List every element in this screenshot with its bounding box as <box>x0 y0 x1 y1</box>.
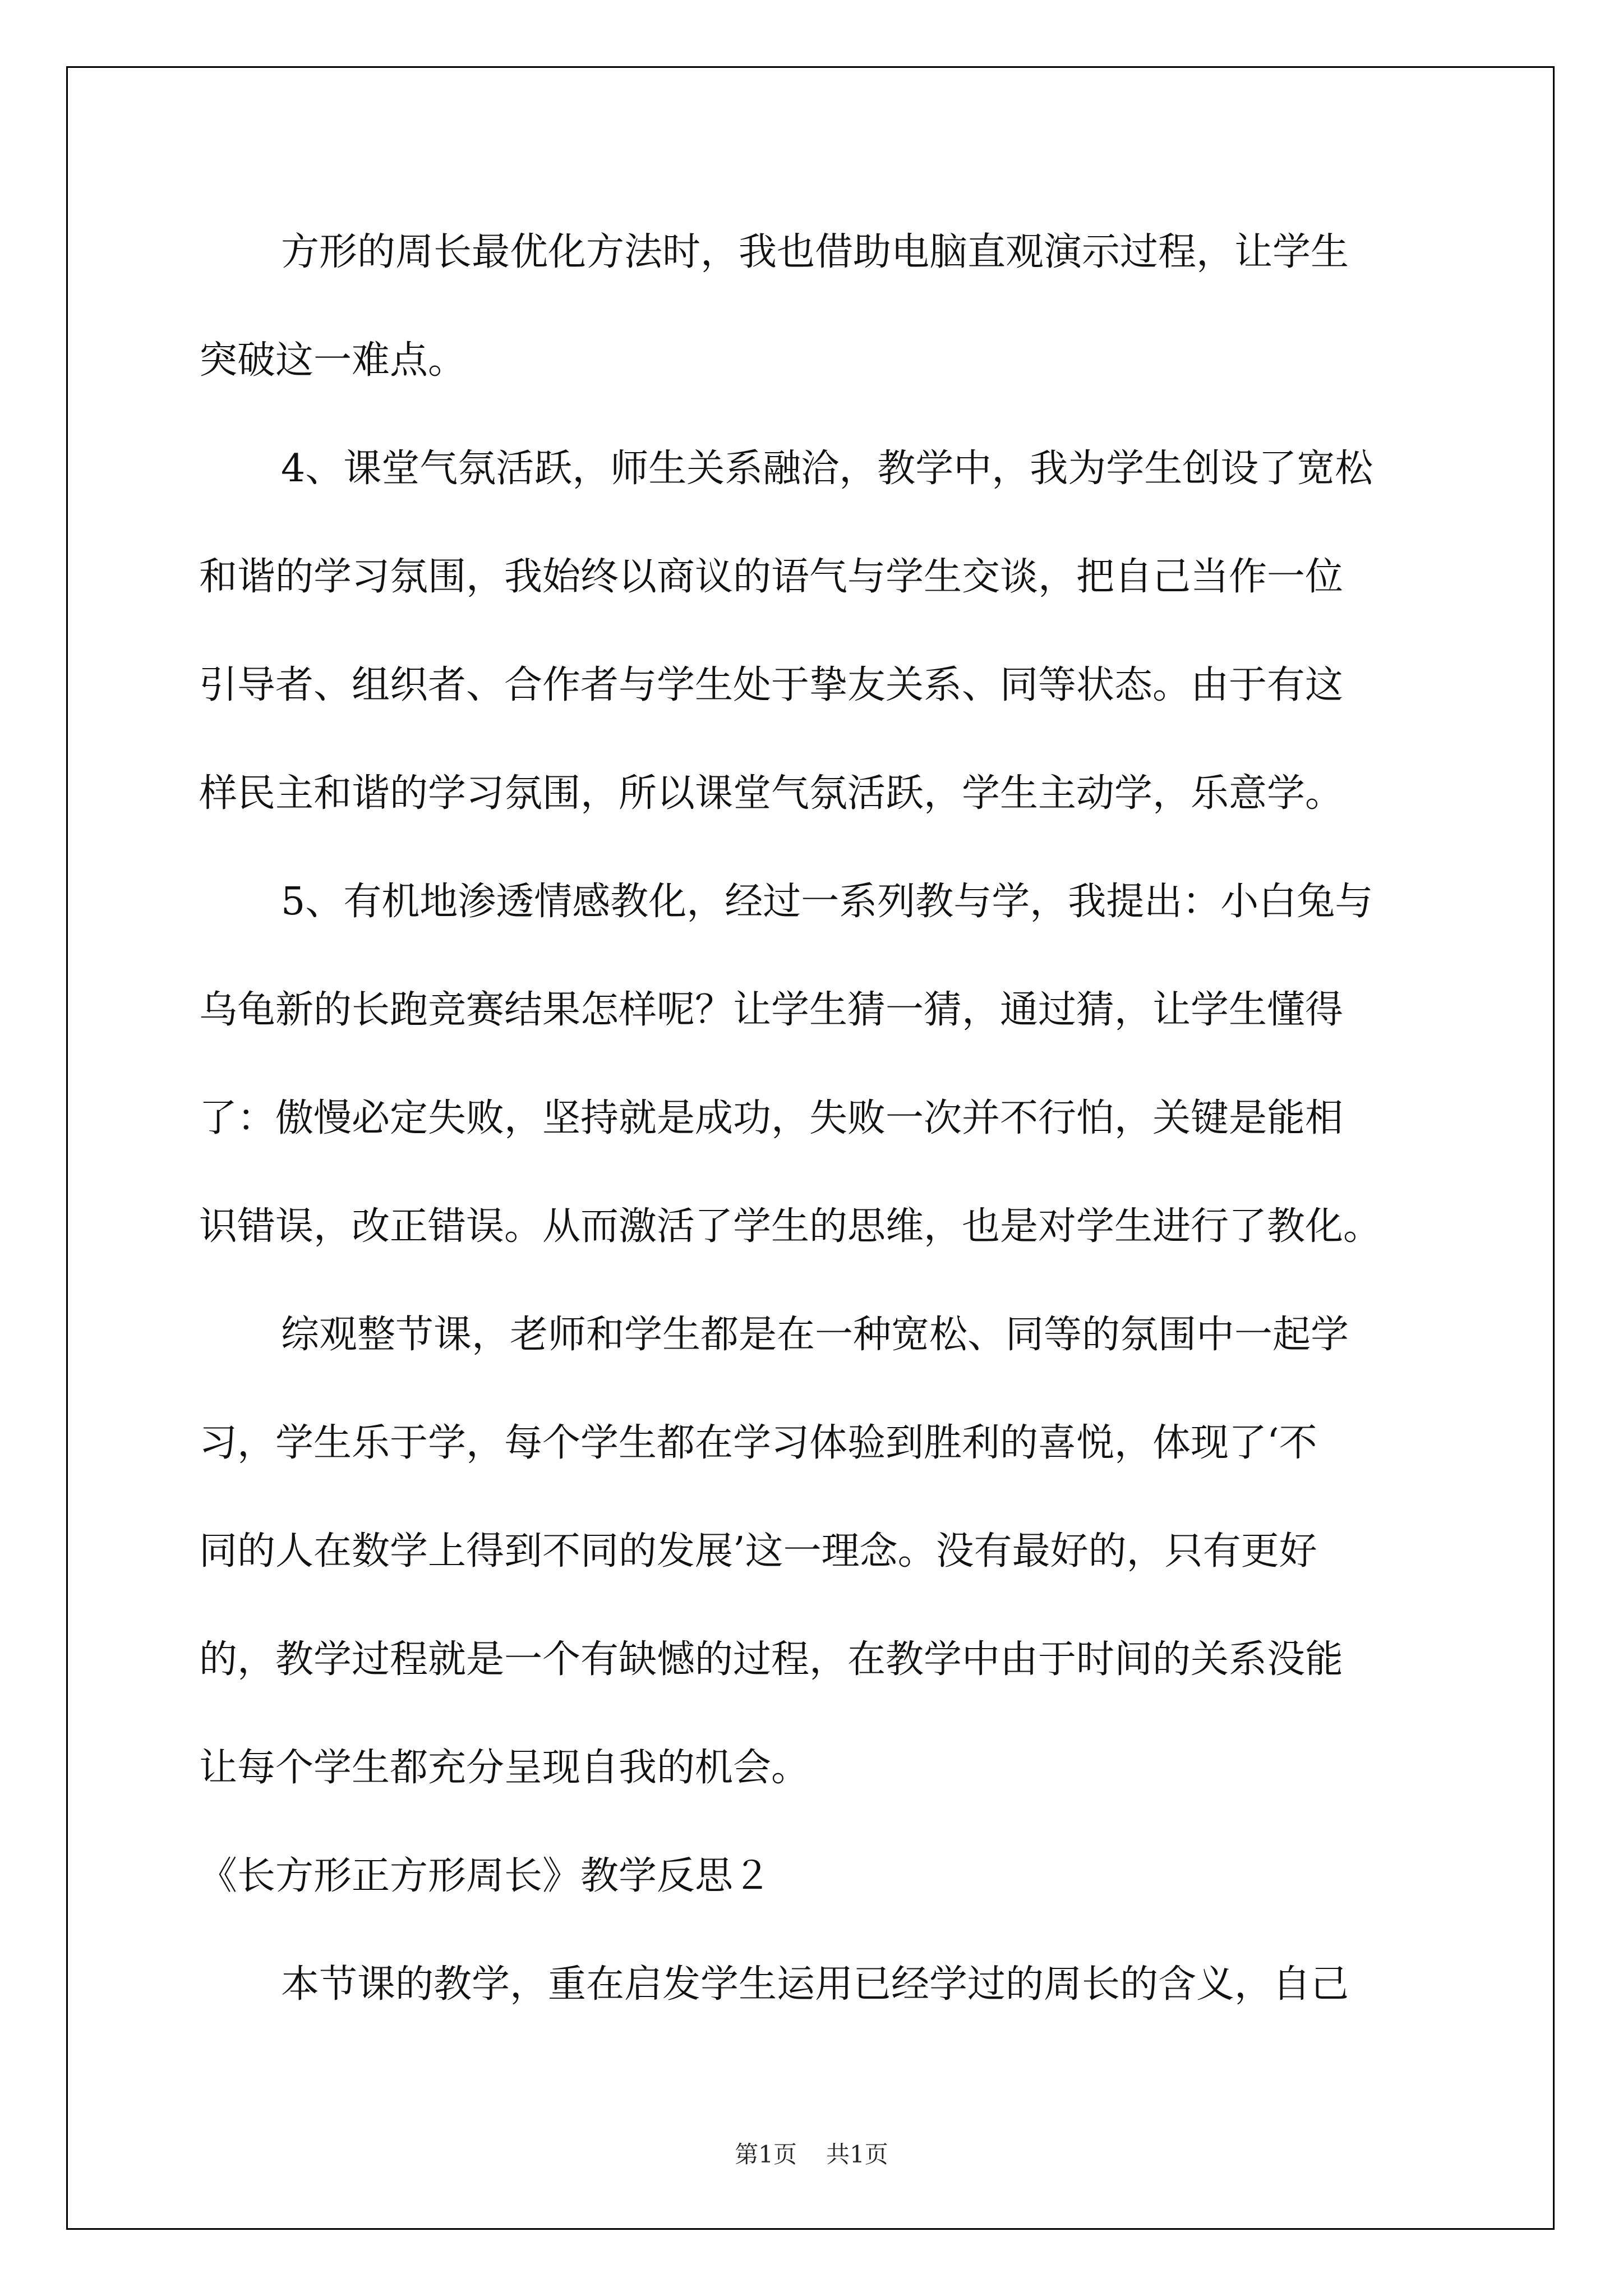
text-line: 的，教学过程就是一个有缺憾的过程，在教学中由于时间的关系没能 <box>199 1637 1344 1682</box>
text-line: 5、有机地渗透情感教化，经过一系列教与学，我提出：小白兔与 <box>281 880 1373 924</box>
text-line: 同的人在数学上得到不同的发展’这一理念。没有最好的，只有更好 <box>199 1529 1317 1573</box>
text-line: 本节课的教学，重在启发学生运用已经学过的周长的含义，自己 <box>281 1962 1349 2007</box>
text-line: 4、课堂气氛活跃，师生关系融洽，教学中，我为学生创设了宽松 <box>281 447 1373 491</box>
text-line: 方形的周长最优化方法时，我也借助电脑直观演示过程，让学生 <box>281 230 1349 274</box>
text-line: 综观整节课，老师和学生都是在一种宽松、同等的氛围中一起学 <box>281 1313 1349 1357</box>
section-heading: 《长方形正方形周长》教学反思２ <box>199 1854 772 1898</box>
text-line: 乌龟新的长跑竞赛结果怎样呢？让学生猜一猜，通过猜，让学生懂得 <box>199 988 1344 1032</box>
text-line: 习，学生乐于学，每个学生都在学习体验到胜利的喜悦，体现了‘不 <box>199 1421 1317 1465</box>
page-footer <box>0 2136 1623 2170</box>
text-line: 突破这一难点。 <box>199 338 467 383</box>
text-line: 引导者、组织者、合作者与学生处于挚友关系、同等状态。由于有这 <box>199 663 1344 707</box>
text-line: 了：傲慢必定失败，坚持就是成功，失败一次并不行怕，关键是能相 <box>199 1096 1344 1140</box>
page-number: 第1页 <box>735 2141 797 2168</box>
text-line: 识错误，改正错误。从而激活了学生的思维，也是对学生进行了教化。 <box>199 1204 1382 1249</box>
text-line: 样民主和谐的学习氛围，所以课堂气氛活跃，学生主动学，乐意学。 <box>199 771 1344 816</box>
text-line: 让每个学生都充分呈现自我的机会。 <box>199 1746 810 1790</box>
page-border <box>66 66 1555 2230</box>
page-total: 共1页 <box>826 2141 888 2168</box>
text-line: 和谐的学习氛围，我始终以商议的语气与学生交谈，把自己当作一位 <box>199 555 1344 599</box>
